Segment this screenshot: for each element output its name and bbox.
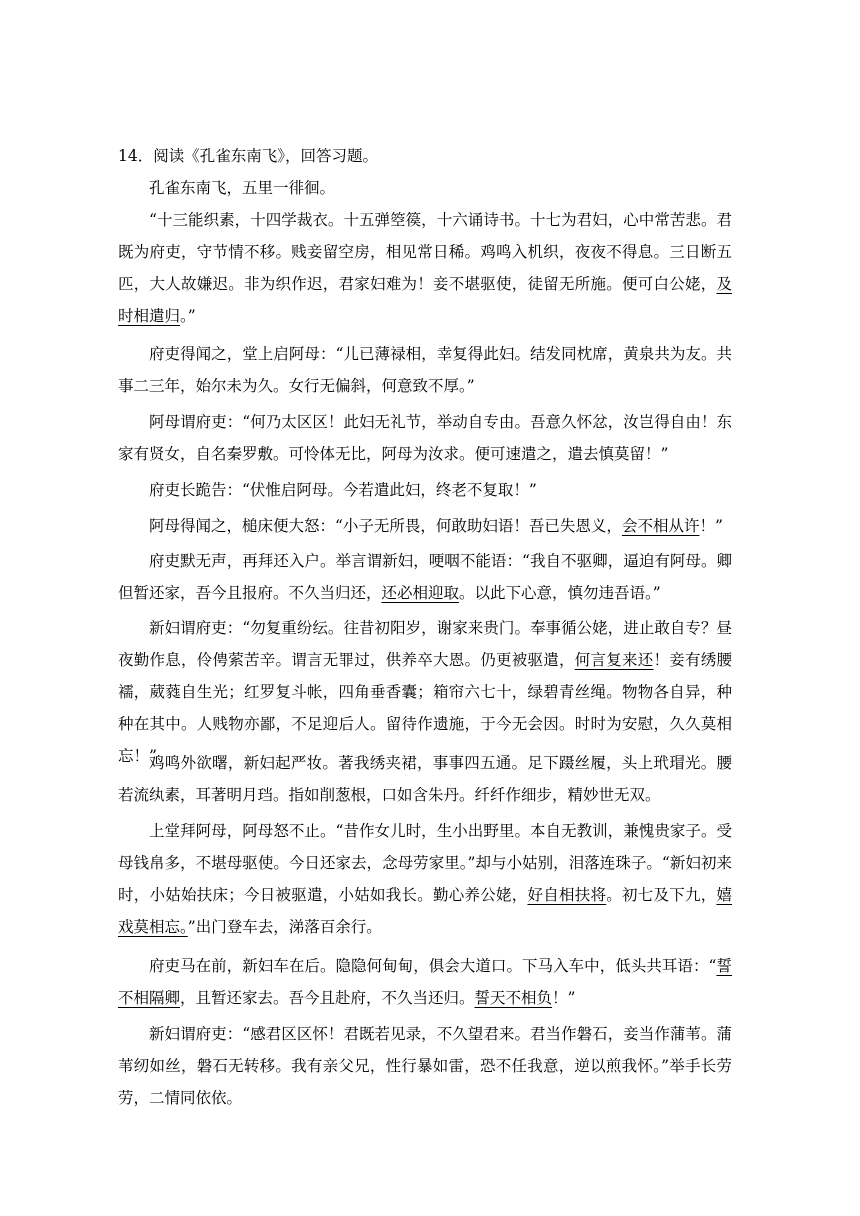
text-run: ，且暂还家去。吾今且赴府，不久当还归。 <box>180 989 475 1007</box>
text-run: 府吏长跪告：“伏惟启阿母。今若遣此妇，终老不复取！” <box>149 481 537 499</box>
underlined-phrase: 及时相遣归 <box>118 275 732 325</box>
text-run: 上堂拜阿母，阿母怒不止。“昔作女儿时，生小出野里。本自无教训，兼愧贵家子。受母钱帛多，不堪母驱使。今日还家去，念母劳家里。”却与小姑别，泪落连珠子。“新妇初来时，小姑始扶床；今日被驱遣，小姑如我长。勤心养公姥， <box>118 822 732 904</box>
text-run: 孔雀东南飞，五里一徘徊。 <box>149 179 336 197</box>
poem-paragraph <box>118 1018 732 1114</box>
question-heading <box>118 140 732 172</box>
text-run: 府吏马在前，新妇车在后。隐隐何甸甸，俱会大道口。下马入车中，低头共耳语：“ <box>149 957 717 975</box>
text-run: 新妇谓府吏：“勿复重纷纭。往昔初阳岁，谢家来贵门。奉事循公姥，进止敢自专？昼夜勤作息，伶俜萦苦辛。谓言无罪过，供养卒大恩。仍更被驱遣， <box>118 619 732 669</box>
underlined-phrase: 誓不相隔卿 <box>118 957 732 1007</box>
text-run: ”出门登车去，涕落百余行。 <box>187 918 382 936</box>
underlined-phrase: 何言复来还 <box>574 651 654 669</box>
text-run: 。” <box>180 307 196 325</box>
poem-paragraph <box>118 510 732 542</box>
poem-paragraph <box>118 815 732 943</box>
underlined-phrase: 会不相从许 <box>621 517 700 535</box>
text-run: ！妾有绣腰襦，葳蕤自生光；红罗复斗帐，四角垂香囊；箱帘六七十，绿碧青丝绳。物物各自异，种种在其中。人贱物亦鄙，不足迎后人。留待作遗施，于今无会因。时时为安慰，久久莫相忘！” <box>118 651 732 765</box>
underlined-phrase: 好自相扶将 <box>527 886 607 904</box>
text-run: 府吏得闻之，堂上启阿母：“儿已薄禄相，幸复得此妇。结发同枕席，黄泉共为友。共事二三年，始尔未为久。女行无偏斜，何意致不厚。” <box>118 345 732 395</box>
poem-opening-line <box>118 172 732 204</box>
text-run: 。初七及下九， <box>606 886 717 904</box>
underlined-phrase: 嬉戏莫相忘。 <box>118 886 732 936</box>
underlined-phrase: 誓天不相负 <box>474 989 553 1007</box>
underlined-phrase: 还必相迎取 <box>381 584 460 602</box>
poem-paragraph <box>118 204 732 332</box>
poem-paragraph <box>118 474 732 506</box>
text-run: ！” <box>699 517 723 535</box>
text-run: 阿母得闻之，槌床便大怒：“小子无所畏，何敢助妇语！吾已失恩义， <box>149 517 622 535</box>
question-number: 14． <box>118 147 154 165</box>
text-run: 府吏默无声，再拜还入户。举言谓新妇，哽咽不能语：“我自不驱卿，逼迫有阿母。卿但暂还家，吾今且报府。不久当归还， <box>118 552 732 602</box>
text-run: “十三能织素，十四学裁衣。十五弹箜篌，十六诵诗书。十七为君妇，心中常苦悲。君既为府吏，守节情不移。贱妾留空房，相见常日稀。鸡鸣入机织，夜夜不得息。三日断五匹，大人故嫌迟。非为织作迟，君家妇难为！妾不堪驱使，徒留无所施。便可白公姥， <box>118 211 732 293</box>
question-prompt: 阅读《孔雀东南飞》，回答习题。 <box>153 147 378 165</box>
poem-paragraph <box>118 406 732 470</box>
text-run: 鸡鸣外欲曙，新妇起严妆。著我绣夹裙，事事四五通。足下蹑丝履，头上玳瑁光。腰若流纨素，耳著明月珰。指如削葱根，口如含朱丹。纤纤作细步，精妙世无双。 <box>118 754 732 804</box>
poem-paragraph <box>118 747 732 811</box>
text-run: 新妇谓府吏：“感君区区怀！君既若见录，不久望君来。君当作磐石，妾当作蒲苇。蒲苇纫如丝，磐石无转移。我有亲父兄，性行暴如雷，恐不任我意，逆以煎我怀。”举手长劳劳，二情同依依。 <box>118 1025 732 1107</box>
text-run: ！” <box>552 989 576 1007</box>
text-run: 阿母谓府吏：“何乃太区区！此妇无礼节，举动自专由。吾意久怀忿，汝岂得自由！东家有贤女，自名秦罗敷。可怜体无比，阿母为汝求。便可速遣之，遣去慎莫留！” <box>118 413 732 463</box>
poem-paragraph <box>118 338 732 402</box>
text-run: 。以此下心意，慎勿违吾语。” <box>459 584 661 602</box>
poem-paragraph <box>118 545 732 609</box>
poem-paragraph <box>118 950 732 1014</box>
